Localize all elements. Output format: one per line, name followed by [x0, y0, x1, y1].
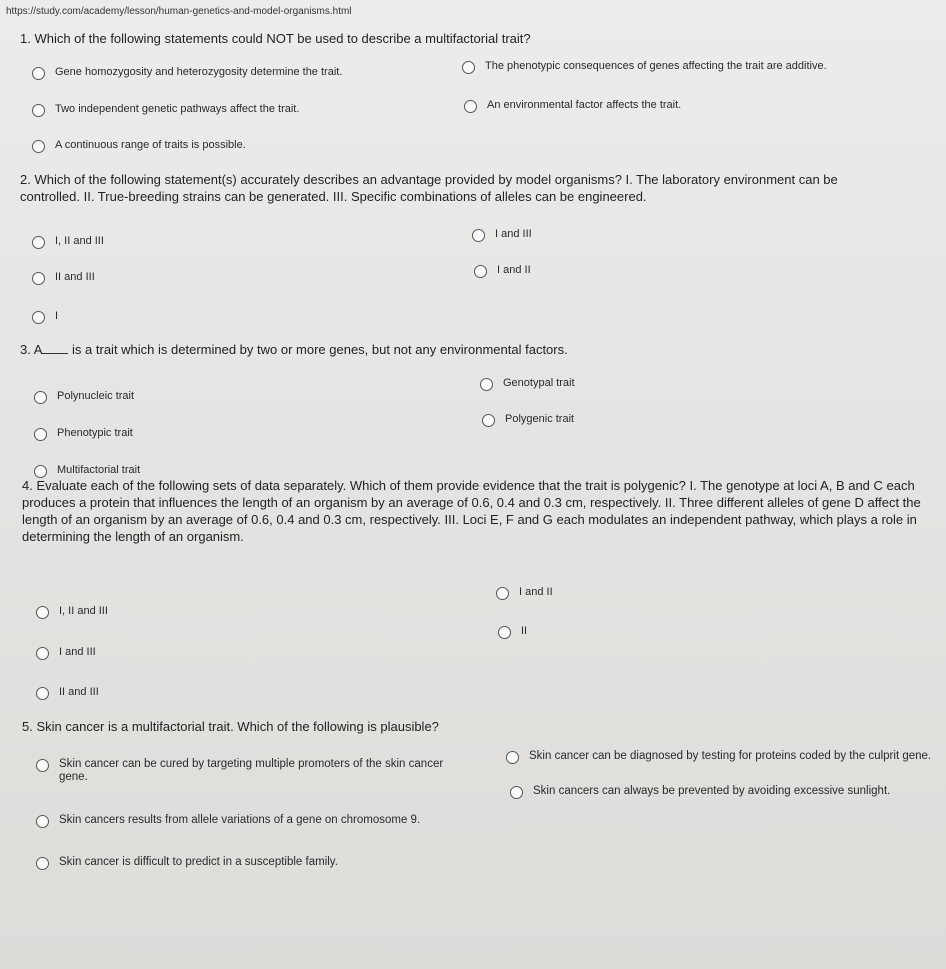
- question-3-text: 3. A is a trait which is determined by two or more genes, but not any environmental factors.: [20, 342, 568, 357]
- question-1: [20, 30, 920, 47]
- q2-option-2[interactable]: I and III: [472, 228, 772, 242]
- q5-option-4[interactable]: Skin cancers results from allele variations of a gene on chromosome 9.: [36, 814, 466, 828]
- radio-button[interactable]: [506, 751, 519, 764]
- q1-option-5[interactable]: A continuous range of traits is possible.: [32, 139, 432, 153]
- q2-option-1[interactable]: I, II and III: [32, 235, 332, 249]
- radio-button[interactable]: [36, 857, 49, 870]
- radio-button[interactable]: [464, 100, 477, 113]
- q3-option-4[interactable]: Phenotypic trait: [34, 427, 334, 441]
- radio-button[interactable]: [36, 606, 49, 619]
- q4-option-5[interactable]: II and III: [36, 686, 336, 700]
- q1-option-1[interactable]: Gene homozygosity and heterozygosity determine the trait.: [32, 66, 432, 80]
- radio-button[interactable]: [496, 587, 509, 600]
- q2-option-3[interactable]: II and III: [32, 271, 332, 285]
- question-4: [22, 477, 922, 545]
- radio-button[interactable]: [36, 687, 49, 700]
- q3-option-3[interactable]: Polygenic trait: [482, 413, 782, 427]
- q5-option-1[interactable]: Skin cancer can be diagnosed by testing for proteins coded by the culprit gene.: [506, 750, 944, 764]
- q4-option-1[interactable]: I and II: [496, 586, 796, 600]
- radio-button[interactable]: [34, 428, 47, 441]
- question-1-text: 1. Which of the following statements could NOT be used to describe a multifactorial trait?: [20, 31, 531, 46]
- question-4-text: 4. Evaluate each of the following sets of data separately. Which of them provide evidence that the trait is polygenic? I. The genotype at loci A, B and C each produces a protein that influences the length of an organism by an average of 0.6, 0.4 and 0.3 cm, respectively. II. Three different alleles of gene D affect the length of an organism by an average of 0.6, 0.4 and 0.3 cm, respectively. III. Loci E, F and G each modulates an independent pathway, which plays a role in determining the length of an organism.: [22, 478, 921, 544]
- q1-option-2[interactable]: The phenotypic consequences of genes affecting the trait are additive.: [462, 60, 882, 74]
- radio-button[interactable]: [474, 265, 487, 278]
- radio-button[interactable]: [510, 786, 523, 799]
- q1-option-3[interactable]: Two independent genetic pathways affect the trait.: [32, 103, 432, 117]
- q5-option-5[interactable]: Skin cancer is difficult to predict in a susceptible family.: [36, 856, 466, 870]
- q3-option-1[interactable]: Genotypal trait: [480, 377, 780, 391]
- q4-option-3[interactable]: II: [498, 625, 798, 639]
- question-2-text: 2. Which of the following statement(s) accurately describes an advantage provided by model organisms? I. The laboratory environment can be controlled. II. True-breeding strains can be generated. III. Specific combinations of alleles can be engineered.: [20, 172, 838, 204]
- radio-button[interactable]: [32, 67, 45, 80]
- radio-button[interactable]: [32, 311, 45, 324]
- q3-option-2[interactable]: Polynucleic trait: [34, 390, 334, 404]
- radio-button[interactable]: [32, 272, 45, 285]
- radio-button[interactable]: [32, 104, 45, 117]
- q2-option-5[interactable]: I: [32, 310, 332, 324]
- q2-option-4[interactable]: I and II: [474, 264, 774, 278]
- radio-button[interactable]: [32, 140, 45, 153]
- radio-button[interactable]: [36, 647, 49, 660]
- q5-option-2[interactable]: Skin cancer can be cured by targeting multiple promoters of the skin cancer gene.: [36, 758, 466, 784]
- radio-button[interactable]: [498, 626, 511, 639]
- q5-option-3[interactable]: Skin cancers can always be prevented by avoiding excessive sunlight.: [510, 785, 940, 799]
- question-5: [22, 718, 922, 735]
- q3-option-5[interactable]: Multifactorial trait: [34, 464, 334, 478]
- radio-button[interactable]: [472, 229, 485, 242]
- question-2: [20, 171, 870, 205]
- radio-button[interactable]: [482, 414, 495, 427]
- radio-button[interactable]: [462, 61, 475, 74]
- page-url: https://study.com/academy/lesson/human-genetics-and-model-organisms.html: [6, 6, 352, 17]
- radio-button[interactable]: [32, 236, 45, 249]
- radio-button[interactable]: [34, 391, 47, 404]
- q1-option-4[interactable]: An environmental factor affects the trait.: [464, 99, 864, 113]
- q4-option-2[interactable]: I, II and III: [36, 605, 336, 619]
- radio-button[interactable]: [36, 815, 49, 828]
- radio-button[interactable]: [36, 759, 49, 772]
- question-5-text: 5. Skin cancer is a multifactorial trait. Which of the following is plausible?: [22, 719, 439, 734]
- q4-option-4[interactable]: I and III: [36, 646, 336, 660]
- radio-button[interactable]: [480, 378, 493, 391]
- fill-in-blank: [42, 341, 68, 354]
- question-3: [20, 341, 920, 358]
